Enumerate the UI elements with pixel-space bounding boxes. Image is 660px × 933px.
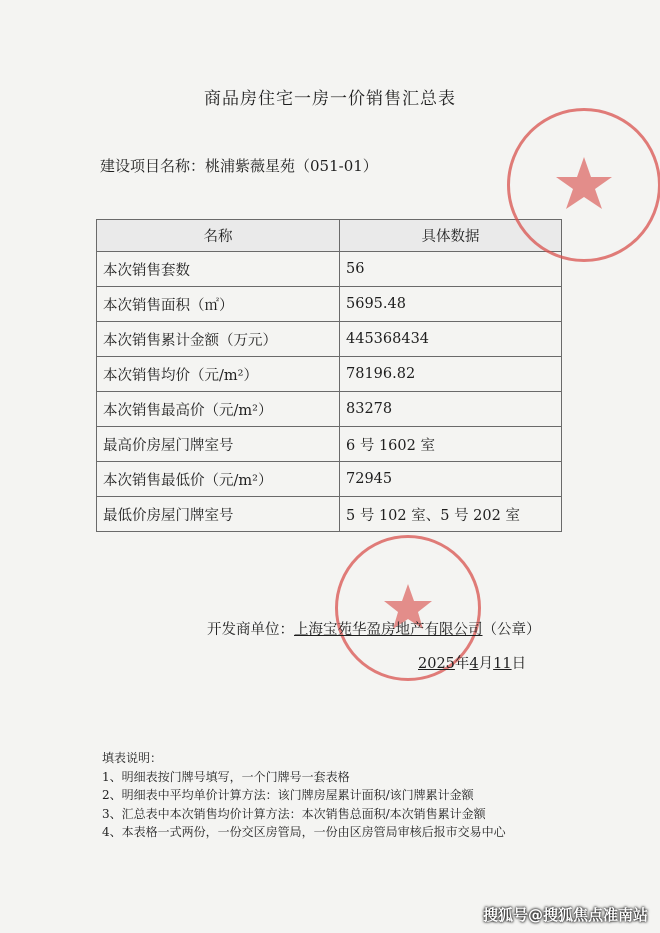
row-name: 最低价房屋门牌室号 [97,497,340,532]
year-suffix: 年 [454,656,470,672]
watermark-text: 搜狐号@搜狐焦点准南站 [482,906,648,924]
table-row [97,287,562,322]
notes-heading: 填表说明： [102,751,163,765]
table-row [97,497,562,532]
table-row [97,392,562,427]
month-suffix: 月 [478,656,494,672]
row-value: 5695.48 [340,287,562,322]
table-row [97,427,562,462]
row-name: 最高价房屋门牌室号 [97,427,340,462]
row-value: 56 [340,252,562,287]
row-name: 本次销售面积（㎡） [97,287,340,322]
seal-star-icon [510,111,658,259]
date-month: 4 [469,656,479,672]
filling-notes [102,749,506,842]
table-row [97,357,562,392]
note-item: 4、本表格一式两份，一份交区房管局，一份由区房管局审核后报市交易中心 [102,825,506,839]
row-value: 6 号 1602 室 [340,427,562,462]
row-value: 83278 [340,392,562,427]
seal-note: （公章） [482,622,541,638]
document-title: 商品房住宅一房一价销售汇总表 [204,89,456,109]
developer-label: 开发商单位： [207,622,294,638]
developer-line [207,618,541,639]
row-name: 本次销售最高价（元/m²） [97,392,340,427]
day-suffix: 日 [511,656,527,672]
date-day: 11 [493,656,512,672]
date-line [418,652,526,673]
developer-company: 上海宝苑华盈房地产有限公司 [294,622,483,638]
row-value: 445368434 [340,322,562,357]
row-name: 本次销售均价（元/m²） [97,357,340,392]
row-value: 72945 [340,462,562,497]
header-value: 具体数据 [340,220,562,252]
date-year: 2025 [418,656,455,672]
row-name: 本次销售累计金额（万元） [97,322,340,357]
row-name: 本次销售最低价（元/m²） [97,462,340,497]
row-name: 本次销售套数 [97,252,340,287]
header-name: 名称 [97,220,340,252]
table-row [97,462,562,497]
table-row [97,252,562,287]
project-name: 建设项目名称：桃浦紫薇星苑（051-01） [100,157,378,175]
note-item: 3、汇总表中本次销售均价计算方法：本次销售总面积/本次销售累计金额 [102,806,486,821]
note-item: 2、明细表中平均单价计算方法：该门牌房屋累计面积/该门牌累计金额 [102,788,474,802]
summary-table [96,219,562,532]
official-seal-stamp [507,108,660,262]
note-item: 1、明细表按门牌号填写，一个门牌号一套表格 [102,769,350,784]
table-row [97,322,562,357]
table-header-row [97,220,562,252]
row-value: 78196.82 [340,357,562,392]
row-value: 5 号 102 室、5 号 202 室 [340,497,562,532]
